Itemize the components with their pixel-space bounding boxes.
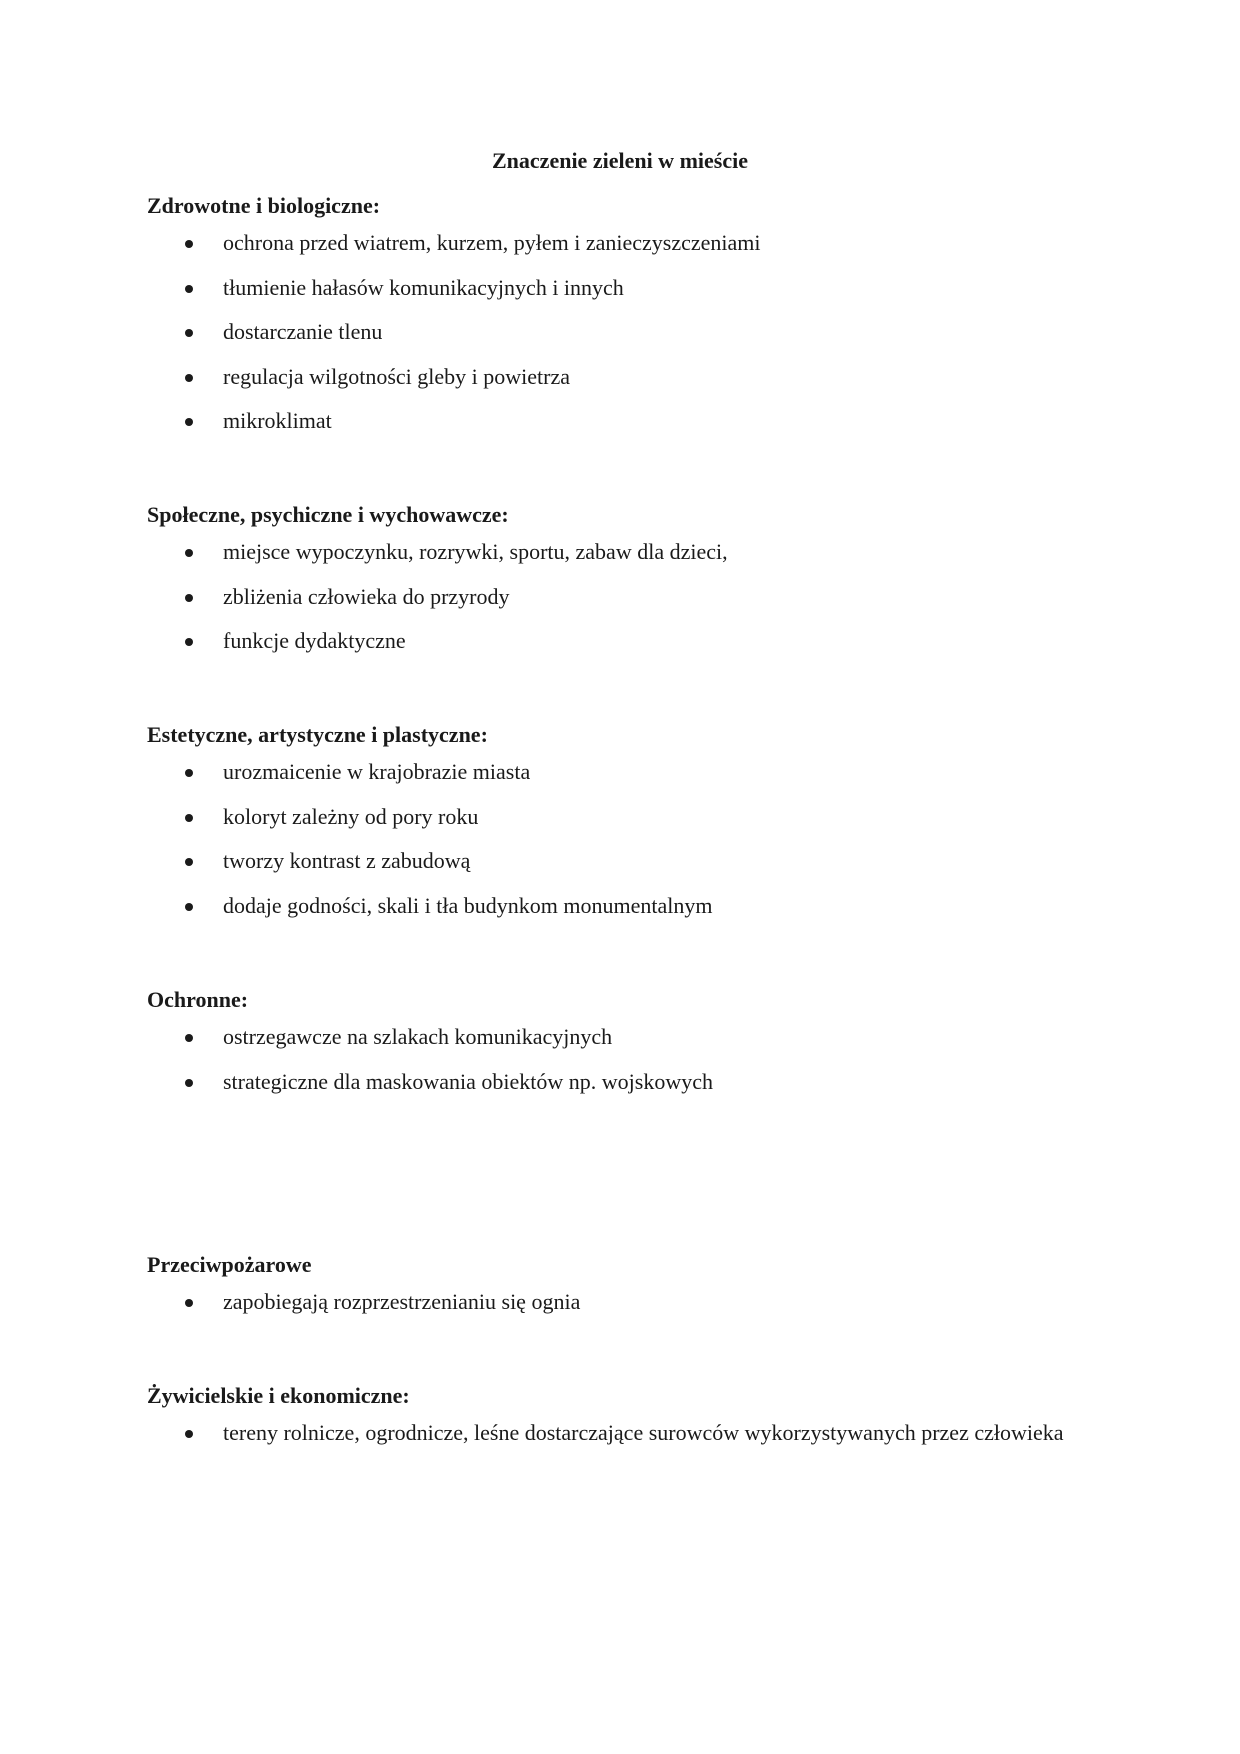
list-item — [147, 750, 1107, 795]
list-item-text: ochrona przed wiatrem, kurzem, pyłem i zanieczyszczeniami — [223, 230, 761, 255]
section-heading: Przeciwpożarowe — [147, 1252, 312, 1277]
bullet-icon — [185, 285, 193, 293]
bullet-list — [147, 1280, 1107, 1325]
list-item-text: tworzy kontrast z zabudową — [223, 848, 471, 873]
bullet-icon — [185, 1034, 193, 1042]
bullet-list — [147, 530, 1107, 664]
list-item — [147, 355, 1107, 400]
bullet-list — [147, 1411, 1107, 1456]
list-item — [147, 1411, 1107, 1456]
section-health — [147, 191, 1107, 444]
list-item — [147, 1060, 1107, 1105]
bullet-icon — [185, 1299, 193, 1307]
section-social — [147, 500, 1107, 664]
list-item-text: urozmaicenie w krajobrazie miasta — [223, 759, 531, 784]
list-item-text: ostrzegawcze na szlakach komunikacyjnych — [223, 1024, 613, 1049]
bullet-list — [147, 750, 1107, 928]
section-heading: Społeczne, psychiczne i wychowawcze: — [147, 502, 509, 527]
section-heading: Zdrowotne i biologiczne: — [147, 193, 381, 218]
bullet-icon — [185, 1430, 193, 1438]
list-item-text: dostarczanie tlenu — [223, 319, 383, 344]
list-item-text: koloryt zależny od pory roku — [223, 803, 479, 829]
list-item — [147, 839, 1107, 884]
bullet-icon — [185, 594, 193, 602]
list-item — [147, 1280, 1107, 1325]
list-item-text: miejsce wypoczynku, rozrywki, sportu, zabaw dla dzieci, — [223, 539, 728, 564]
bullet-list — [147, 1015, 1107, 1104]
document-title: Znaczenie zieleni w mieście — [492, 148, 748, 173]
list-item-text: zapobiegają rozprzestrzenianiu się ognia — [223, 1289, 581, 1314]
section-aesthetic — [147, 720, 1107, 928]
bullet-icon — [185, 418, 193, 426]
bullet-icon — [185, 1079, 193, 1087]
list-item — [147, 884, 1107, 929]
bullet-icon — [185, 329, 193, 337]
list-item — [147, 619, 1107, 664]
list-item — [147, 310, 1107, 355]
bullet-icon — [185, 374, 193, 382]
bullet-icon — [185, 858, 193, 866]
section-heading: Ochronne: — [147, 987, 249, 1012]
list-item-text: zbliżenia człowieka do przyrody — [223, 583, 510, 609]
list-item-text: strategiczne dla maskowania obiektów np. wojskowych — [223, 1068, 713, 1094]
bullet-icon — [185, 638, 193, 646]
bullet-icon — [185, 769, 193, 777]
list-item — [147, 795, 1107, 840]
bullet-list — [147, 221, 1107, 444]
bullet-icon — [185, 814, 193, 822]
list-item — [147, 221, 1107, 266]
list-item — [147, 530, 1107, 575]
list-item-text: regulacja wilgotności gleby i powietrza — [223, 363, 570, 389]
bullet-icon — [185, 903, 193, 911]
list-item — [147, 1015, 1107, 1060]
section-heading: Żywicielskie i ekonomiczne: — [147, 1383, 410, 1408]
bullet-icon — [185, 240, 193, 248]
bullet-icon — [185, 549, 193, 557]
list-item-text: mikroklimat — [223, 408, 332, 433]
list-item-text: tłumienie hałasów komunikacyjnych i innych — [223, 274, 624, 300]
section-protective — [147, 985, 1107, 1104]
section-food-economic — [147, 1381, 1107, 1456]
section-heading: Estetyczne, artystyczne i plastyczne: — [147, 722, 488, 747]
list-item — [147, 575, 1107, 620]
section-fire-protection — [147, 1250, 1107, 1325]
list-item-text: dodaje godności, skali i tła budynkom monumentalnym — [223, 892, 713, 918]
list-item — [147, 399, 1107, 444]
list-item-text: tereny rolnicze, ogrodnicze, leśne dostarczające surowców wykorzystywanych przez człowieka — [223, 1420, 1064, 1445]
list-item-text: funkcje dydaktyczne — [223, 628, 406, 653]
list-item — [147, 266, 1107, 311]
